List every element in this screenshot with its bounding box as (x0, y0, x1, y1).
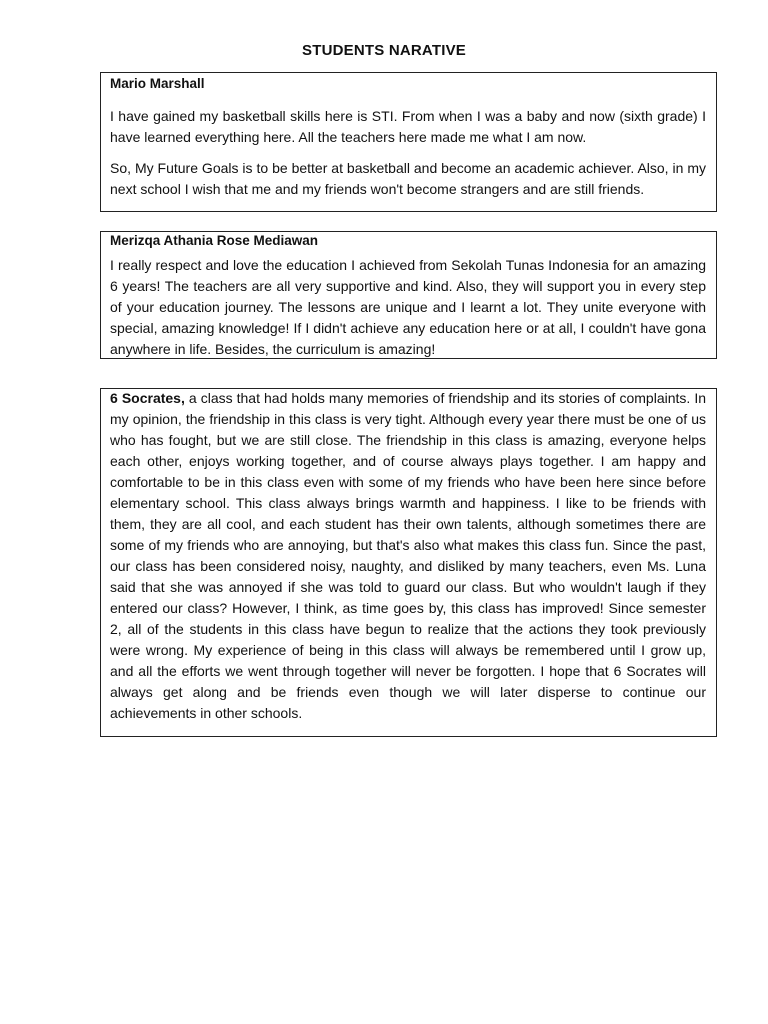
student-name: Merizqa Athania Rose Mediawan (110, 233, 319, 248)
narrative-paragraph: I really respect and love the education I achieved from Sekolah Tunas Indonesia for an amazing 6 years! The teachers are all very supportive and kind. Also, they will support you in every step of your education journey. The lessons are unique and I learnt a lot. They unite everyone with special, amazing knowledge! If I didn't achieve any education here or at all, I couldn't have gona anywhere in life. Besides, the curriculum is amazing! (110, 257, 706, 357)
narrative-box-merizqa-mediawan (100, 231, 717, 359)
narrative-paragraph: So, My Future Goals is to be better at basketball and become an academic achiever. Also, in my next school I wish that me and my friends won't become strangers and are still friends. (110, 160, 706, 197)
narrative-box-6-socrates (100, 388, 717, 737)
narrative-paragraph (110, 388, 706, 724)
narrative-box-mario-marshall (100, 72, 717, 212)
narrative-body-text: a class that had holds many memories of friendship and its stories of complaints. In my opinion, the friendship in this class is very tight. Although every year there must be one of us who has fought, but we are still close. The friendship in this class is amazing, everyone helps each other, enjoys working together, and of course always plays together. I am happy and comfortable to be in this class even with some of my friends who have been here since before elementary school. This class always brings warmth and happiness. I like to be friends with them, they are all cool, and each student has their own talents, although sometimes there are some of my friends who are annoying, but that's also what makes this class fun. Since the past, our class has been considered noisy, naughty, and disliked by many teachers, even Ms. Luna said that she was annoyed if she was told to guard our class. But who wouldn't laugh if they entered our class? However, I think, as time goes by, this class has improved! Since semester 2, all of the students in this class have begun to realize that the actions they took previously were wrong. My experience of being in this class will always be remembered until I grow up, and all the efforts we went through together will never be forgotten. I hope that 6 Socrates will always get along and be friends even though we will later disperse to continue our achievements in other schools. (110, 390, 706, 721)
page-title: STUDENTS NARATIVE (302, 42, 466, 59)
student-name: Mario Marshall (110, 76, 205, 91)
narrative-paragraph: I have gained my basketball skills here is STI. From when I was a baby and now (sixth grade) I have learned everything here. All the teachers here made me what I am now. (110, 108, 706, 145)
class-name-lead: 6 Socrates, (110, 390, 185, 406)
